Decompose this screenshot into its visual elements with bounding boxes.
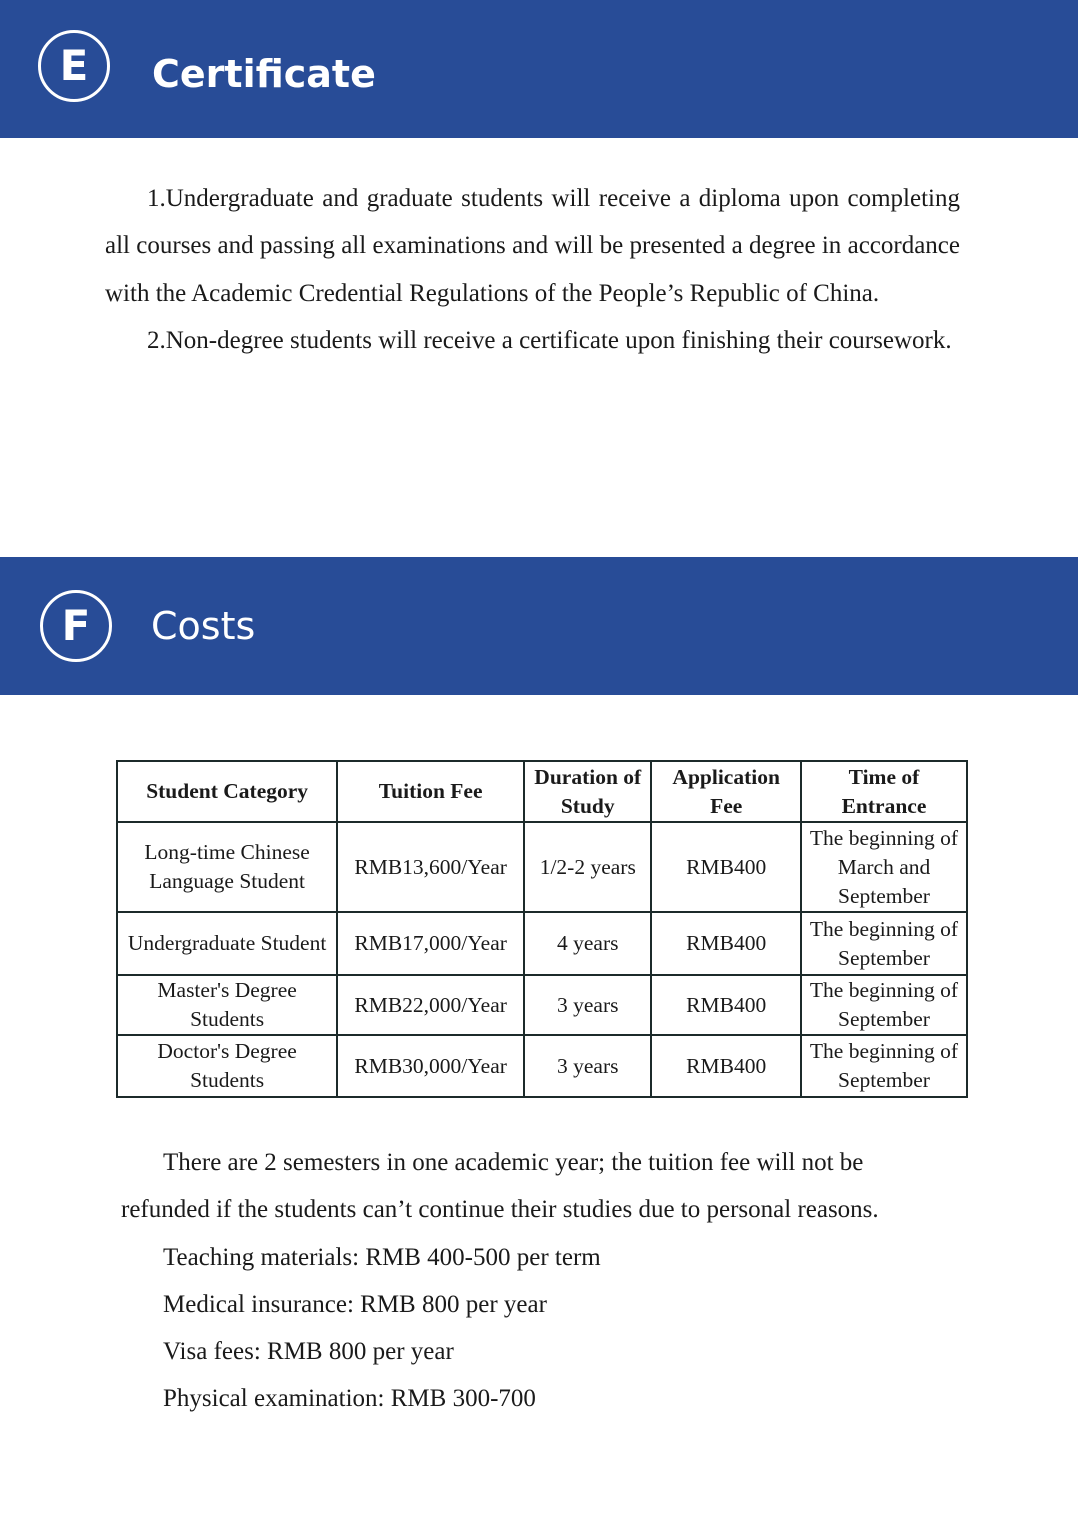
table-cell: Long-time Chinese Language Student <box>117 822 337 912</box>
section-e-title: Certificate <box>152 52 376 96</box>
table-cell: The beginning of September <box>801 1035 967 1097</box>
teaching-materials-cost: Teaching materials: RMB 400-500 per term <box>163 1243 601 1271</box>
table-cell: 1/2-2 years <box>524 822 651 912</box>
table-cell: 4 years <box>524 912 651 975</box>
table-cell: The beginning of September <box>801 975 967 1035</box>
table-row <box>117 822 967 912</box>
table-cell: RMB400 <box>651 912 800 975</box>
header-application-fee: Application Fee <box>651 761 800 822</box>
section-f-title: Costs <box>151 604 256 648</box>
table-cell: The beginning of March and September <box>801 822 967 912</box>
table-row <box>117 1035 967 1097</box>
certificate-text <box>105 175 960 364</box>
table-cell: RMB22,000/Year <box>337 975 524 1035</box>
certificate-paragraph-2: 2.Non-degree students will receive a certificate upon finishing their coursework. <box>147 326 952 354</box>
costs-notes <box>121 1139 961 1423</box>
section-e-badge: E <box>38 30 110 102</box>
table-cell: RMB30,000/Year <box>337 1035 524 1097</box>
header-student-category: Student Category <box>117 761 337 822</box>
header-duration: Duration of Study <box>524 761 651 822</box>
table-cell: 3 years <box>524 1035 651 1097</box>
table-cell: Undergraduate Student <box>117 912 337 975</box>
semester-note-line-2: refunded if the students can’t continue their studies due to personal reasons. <box>121 1196 879 1224</box>
table-row <box>117 912 967 975</box>
table-cell: RMB400 <box>651 1035 800 1097</box>
table-cell: The beginning of September <box>801 912 967 975</box>
section-f-banner <box>0 557 1078 695</box>
table-cell: 3 years <box>524 975 651 1035</box>
certificate-paragraph-1: 1.Undergraduate and graduate students will receive a diploma upon completing all courses and passing all examinations and will be presented a degree in accordance with the Academic Credential Regulations of the People’s Republic of China. <box>105 185 960 307</box>
table-cell: RMB13,600/Year <box>337 822 524 912</box>
table-header-row <box>117 761 967 822</box>
semester-note-line-1: There are 2 semesters in one academic year; the tuition fee will not be <box>163 1149 864 1176</box>
table-cell: RMB400 <box>651 975 800 1035</box>
table-cell: RMB400 <box>651 822 800 912</box>
table-cell: Doctor's Degree Students <box>117 1035 337 1097</box>
header-time-of-entrance: Time of Entrance <box>801 761 967 822</box>
visa-fees-cost: Visa fees: RMB 800 per year <box>163 1338 454 1366</box>
table-row <box>117 975 967 1035</box>
header-tuition-fee: Tuition Fee <box>337 761 524 822</box>
table-cell: Master's Degree Students <box>117 975 337 1035</box>
section-f-badge: F <box>40 590 112 662</box>
section-e-banner <box>0 0 1078 138</box>
costs-table <box>116 760 968 1098</box>
medical-insurance-cost: Medical insurance: RMB 800 per year <box>163 1290 547 1318</box>
table-cell: RMB17,000/Year <box>337 912 524 975</box>
physical-examination-cost: Physical examination: RMB 300-700 <box>163 1385 536 1413</box>
